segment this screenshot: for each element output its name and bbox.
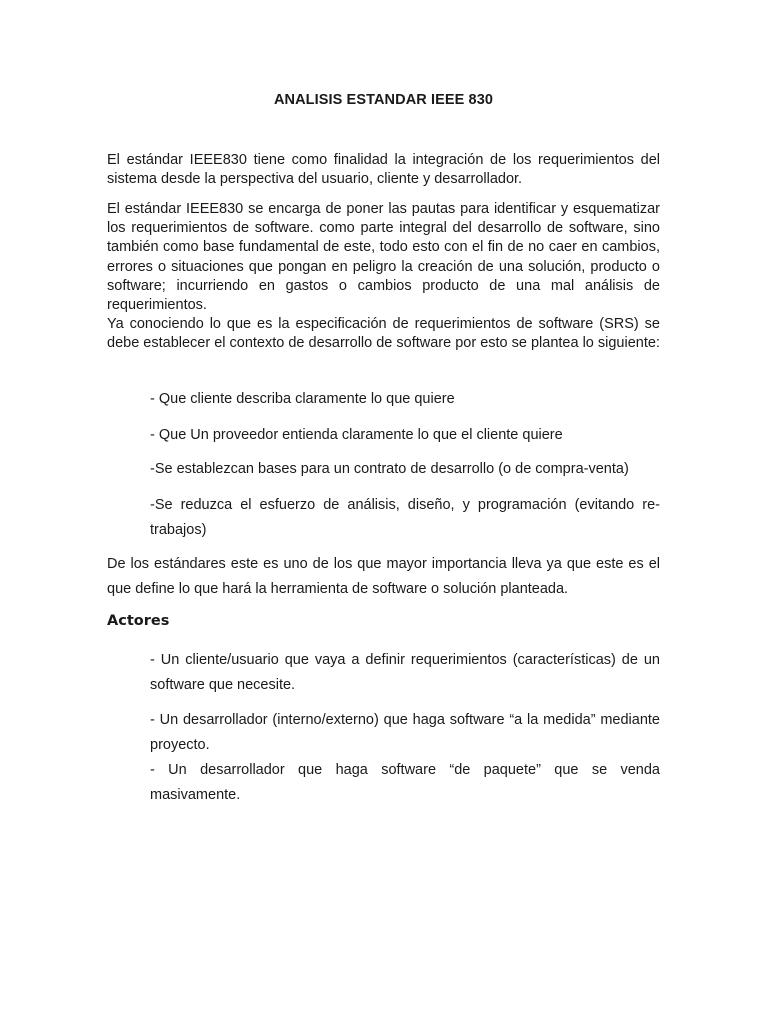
list-item: - Que Un proveedor entienda claramente lo que el cliente quiere (150, 427, 563, 443)
actor-item: - Un cliente/usuario que vaya a definir requerimientos (características) de un software que necesite. (150, 652, 660, 693)
list-item: -Se establezcan bases para un contrato de desarrollo (o de compra-venta) (150, 461, 629, 477)
actor-item: - Un desarrollador que haga software “de paquete” que se venda masivamente. (150, 762, 660, 803)
document-title: ANALISIS ESTANDAR IEEE 830 (273, 92, 494, 108)
closing-paragraph: De los estándares este es uno de los que mayor importancia lleva ya que este es el que define lo que hará la herramienta de software o solución planteada. (107, 556, 660, 597)
intro-paragraph: El estándar IEEE830 tiene como finalidad la integración de los requerimientos del sistema desde la perspectiva del usuario, cliente y desarrollador. (107, 152, 660, 188)
list-item: -Se reduzca el esfuerzo de análisis, diseño, y programación (evitando re-trabajos) (150, 497, 660, 538)
actor-item: - Un desarrollador (interno/externo) que haga software “a la medida” mediante proyecto. (150, 712, 660, 753)
purpose-paragraph: El estándar IEEE830 se encarga de poner las pautas para identificar y esquematizar los requerimientos de software. como parte integral del desarrollo de software, sino también como base fundamental de este, todo esto con el fin de no caer en cambios, errores o situaciones que pongan en peligro la creación de una solución, producto o software; incurriendo en gastos o cambios producto de una mal análisis de requerimientos. (107, 201, 660, 314)
list-item: - Que cliente describa claramente lo que quiere (150, 391, 455, 407)
actores-heading: Actores (107, 613, 170, 629)
srs-paragraph: Ya conociendo lo que es la especificación de requerimientos de software (SRS) se debe establecer el contexto de desarrollo de software por esto se plantea lo siguiente: (107, 316, 660, 352)
